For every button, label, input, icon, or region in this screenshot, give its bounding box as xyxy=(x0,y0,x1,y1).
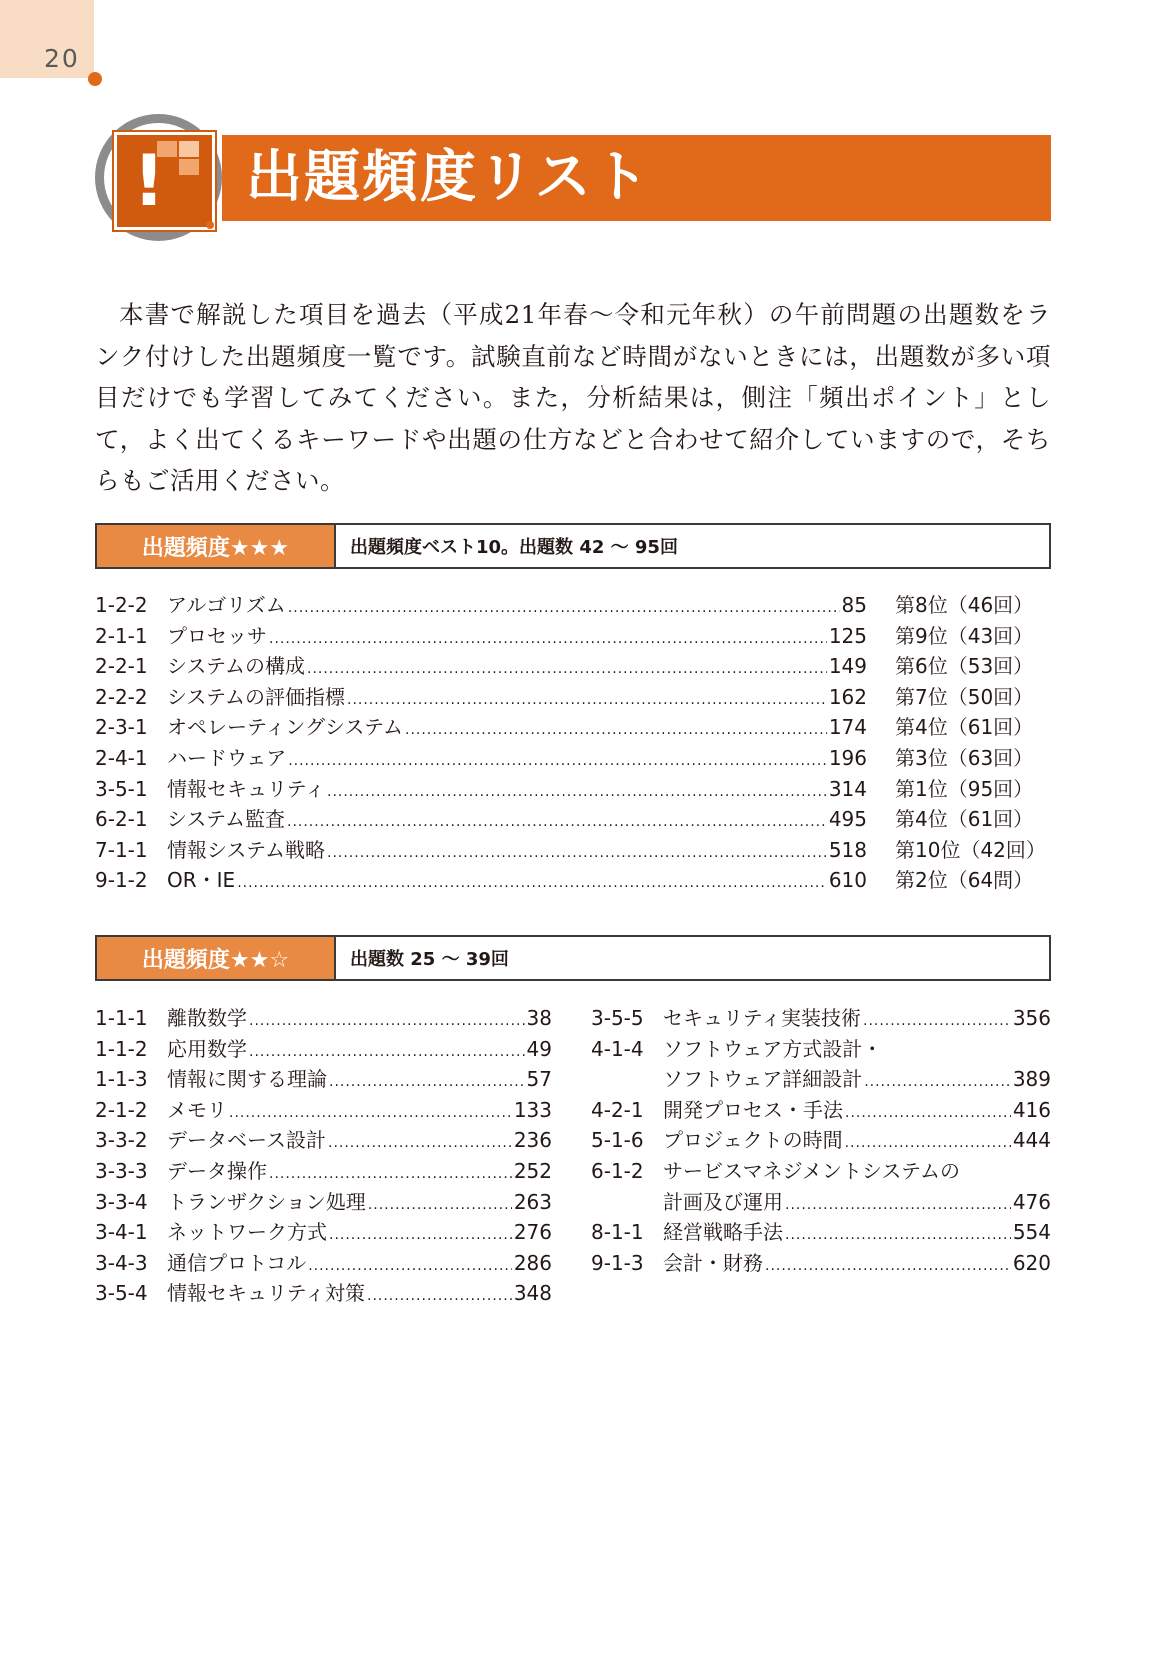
leader-dots xyxy=(307,661,827,677)
item-page: 495 xyxy=(828,807,867,832)
item-rank: 第1位（95回） xyxy=(895,776,1034,801)
section2-header xyxy=(95,935,1051,981)
page-title: 出題頻度リスト xyxy=(246,145,651,210)
leader-dots xyxy=(288,753,827,769)
item-page: 554 xyxy=(1012,1220,1051,1245)
item-name: 情報セキュリティ xyxy=(167,776,325,801)
section1-header xyxy=(95,523,1051,569)
leader-dots xyxy=(347,692,827,708)
item-code: 4-1-4 xyxy=(591,1036,644,1061)
list-item xyxy=(591,1094,1051,1125)
item-code: 2-1-1 xyxy=(95,623,148,648)
icon-square xyxy=(179,141,199,157)
list-item xyxy=(591,1247,1051,1278)
list-item xyxy=(591,1155,1051,1186)
item-name: 情報セキュリティ対策 xyxy=(167,1281,365,1306)
item-name: データ操作 xyxy=(167,1158,267,1183)
item-page: 444 xyxy=(1012,1128,1051,1153)
item-rank: 第4位（61回） xyxy=(895,807,1034,832)
item-code: 2-1-2 xyxy=(95,1097,148,1122)
item-page: 162 xyxy=(828,684,867,709)
leader-dots xyxy=(785,1197,1011,1213)
item-page: 236 xyxy=(513,1128,552,1153)
leader-dots xyxy=(327,845,827,861)
item-name: トランザクション処理 xyxy=(167,1189,366,1214)
item-code: 6-2-1 xyxy=(95,807,148,832)
list-item xyxy=(95,650,1045,681)
leader-dots xyxy=(845,1135,1011,1151)
section2-list-left xyxy=(95,1002,552,1308)
leader-dots xyxy=(368,1197,512,1213)
list-item xyxy=(95,620,1045,651)
item-page: 196 xyxy=(828,745,867,770)
section1-list xyxy=(95,589,1045,895)
list-item xyxy=(95,1002,552,1033)
leader-dots xyxy=(269,1166,512,1182)
item-page: 276 xyxy=(513,1220,552,1245)
list-item xyxy=(95,1155,552,1186)
leader-dots xyxy=(328,1135,512,1151)
list-item xyxy=(95,1063,552,1094)
item-page: 133 xyxy=(513,1097,552,1122)
item-name: プロジェクトの時間 xyxy=(663,1128,843,1153)
leader-dots xyxy=(765,1258,1011,1274)
list-item xyxy=(591,1002,1051,1033)
item-code: 2-4-1 xyxy=(95,745,148,770)
page-number: 20 xyxy=(44,44,80,73)
leader-dots xyxy=(269,631,827,647)
item-name: データベース設計 xyxy=(167,1128,326,1153)
item-rank: 第4位（61回） xyxy=(895,715,1034,740)
item-page: 314 xyxy=(828,776,867,801)
item-code: 3-4-1 xyxy=(95,1220,148,1245)
item-page: 356 xyxy=(1012,1006,1051,1030)
item-code: 8-1-1 xyxy=(591,1220,644,1245)
leader-dots xyxy=(864,1074,1011,1090)
leader-dots xyxy=(785,1227,1011,1243)
intro-paragraph: 本書で解説した項目を過去（平成21年春〜令和元年秋）の午前問題の出題数をランク付けした出題頻度一覧です。試験直前など時間がないときには，出題数が多い項目だけでも学習してみてください。また，分析結果は，側注「頻出ポイント」として，よく出てくるキーワードや出題の仕方などと合わせて紹介していますので，そちらもご活用ください。 xyxy=(95,300,1051,495)
leader-dots xyxy=(249,1013,525,1029)
list-item-continued xyxy=(591,1186,1051,1217)
item-code: 3-5-1 xyxy=(95,776,148,801)
list-item xyxy=(95,1124,552,1155)
item-page: 286 xyxy=(513,1250,552,1275)
item-name: 離散数学 xyxy=(167,1006,247,1030)
item-rank: 第3位（63回） xyxy=(895,745,1034,770)
item-name: 会計・財務 xyxy=(663,1250,763,1275)
item-code: 1-1-3 xyxy=(95,1067,148,1092)
title-corner-dot xyxy=(206,221,214,229)
item-rank: 第8位（46回） xyxy=(895,593,1034,617)
leader-dots xyxy=(287,814,827,830)
list-item xyxy=(95,1277,552,1308)
item-page: 389 xyxy=(1012,1067,1051,1092)
item-rank: 第2位（64問） xyxy=(895,868,1034,893)
leader-dots xyxy=(327,784,827,800)
list-item xyxy=(95,711,1045,742)
page-dot xyxy=(88,72,102,86)
item-name: システム監査 xyxy=(167,807,285,832)
item-name: ソフトウェア方式設計・ xyxy=(663,1036,883,1061)
item-rank: 第9位（43回） xyxy=(895,623,1034,648)
item-name: オペレーティングシステム xyxy=(167,715,403,740)
item-code: 5-1-6 xyxy=(591,1128,644,1153)
list-item xyxy=(95,589,1045,620)
list-item xyxy=(95,1247,552,1278)
item-page: 476 xyxy=(1012,1189,1051,1214)
item-page: 610 xyxy=(828,868,867,893)
item-code: 1-2-2 xyxy=(95,593,148,617)
leader-dots xyxy=(367,1288,512,1304)
list-item xyxy=(591,1216,1051,1247)
list-item xyxy=(591,1033,1051,1064)
item-page: 252 xyxy=(513,1158,552,1183)
section1-label: 出題頻度★★★ xyxy=(97,525,336,567)
item-name: 開発プロセス・手法 xyxy=(663,1097,843,1122)
item-name: サービスマネジメントシステムの xyxy=(663,1158,960,1183)
item-code: 9-1-2 xyxy=(95,868,148,893)
item-name: メモリ xyxy=(167,1097,227,1122)
item-page: 263 xyxy=(513,1189,552,1214)
list-item xyxy=(95,1033,552,1064)
item-name: 経営戦略手法 xyxy=(663,1220,783,1245)
item-page: 518 xyxy=(828,837,867,862)
item-page: 49 xyxy=(526,1036,552,1061)
item-code: 3-3-2 xyxy=(95,1128,148,1153)
item-page: 620 xyxy=(1012,1250,1051,1275)
section2-label: 出題頻度★★☆ xyxy=(97,937,336,979)
item-name: 情報システム戦略 xyxy=(167,837,325,862)
leader-dots xyxy=(329,1074,525,1090)
leader-dots xyxy=(229,1105,512,1121)
item-code: 6-1-2 xyxy=(591,1158,644,1183)
item-rank: 第7位（50回） xyxy=(895,684,1034,709)
item-code: 2-2-2 xyxy=(95,684,148,709)
item-code: 1-1-1 xyxy=(95,1006,148,1030)
item-code: 3-3-3 xyxy=(95,1158,148,1183)
list-item xyxy=(95,1186,552,1217)
item-page: 57 xyxy=(526,1067,552,1092)
leader-dots xyxy=(308,1258,512,1274)
item-code: 2-3-1 xyxy=(95,715,148,740)
leader-dots xyxy=(845,1105,1011,1121)
item-page: 85 xyxy=(841,593,867,617)
item-page: 174 xyxy=(828,715,867,740)
item-name: ネットワーク方式 xyxy=(167,1220,327,1245)
list-item xyxy=(591,1124,1051,1155)
icon-square xyxy=(179,159,199,175)
exclamation-icon xyxy=(114,132,215,230)
item-page: 149 xyxy=(828,654,867,679)
list-item xyxy=(95,773,1045,804)
item-name: アルゴリズム xyxy=(167,593,286,617)
section2-desc: 出題数 25 〜 39回 xyxy=(350,949,509,970)
item-name-continued: ソフトウェア詳細設計 xyxy=(663,1067,863,1092)
item-code: 3-4-3 xyxy=(95,1250,148,1275)
item-rank: 第6位（53回） xyxy=(895,654,1034,679)
item-name: 情報に関する理論 xyxy=(167,1067,327,1092)
item-code: 3-5-4 xyxy=(95,1281,148,1306)
list-item xyxy=(95,1216,552,1247)
item-code: 4-2-1 xyxy=(591,1097,644,1122)
item-name: セキュリティ実装技術 xyxy=(663,1006,861,1030)
leader-dots xyxy=(237,875,827,891)
leader-dots xyxy=(329,1227,512,1243)
item-name-continued: 計画及び運用 xyxy=(663,1189,783,1214)
item-name: OR・IE xyxy=(167,868,236,893)
item-rank: 第10位（42回） xyxy=(895,837,1046,862)
item-name: プロセッサ xyxy=(167,623,267,648)
item-code: 2-2-1 xyxy=(95,654,148,679)
list-item xyxy=(95,864,1045,895)
item-name: システムの評価指標 xyxy=(167,684,345,709)
item-name: 応用数学 xyxy=(167,1036,247,1061)
list-item xyxy=(95,834,1045,865)
leader-dots xyxy=(405,722,827,738)
item-name: 通信プロトコル xyxy=(167,1250,307,1275)
exclamation-mark: ! xyxy=(133,140,165,222)
list-item xyxy=(95,742,1045,773)
leader-dots xyxy=(249,1044,525,1060)
item-code: 1-1-2 xyxy=(95,1036,148,1061)
item-code: 3-5-5 xyxy=(591,1006,644,1030)
section1-desc: 出題頻度ベスト10。出題数 42 〜 95回 xyxy=(350,537,678,558)
list-item xyxy=(95,803,1045,834)
item-code: 7-1-1 xyxy=(95,837,148,862)
list-item xyxy=(95,681,1045,712)
item-name: システムの構成 xyxy=(167,654,305,679)
item-page: 125 xyxy=(828,623,867,648)
leader-dots xyxy=(288,600,840,616)
item-code: 9-1-3 xyxy=(591,1250,644,1275)
item-page: 348 xyxy=(513,1281,552,1306)
item-code: 3-3-4 xyxy=(95,1189,148,1214)
item-page: 416 xyxy=(1012,1097,1051,1122)
list-item-continued xyxy=(591,1063,1051,1094)
item-page: 38 xyxy=(526,1006,552,1030)
leader-dots xyxy=(863,1013,1011,1029)
list-item xyxy=(95,1094,552,1125)
section2-list-right xyxy=(591,1002,1051,1277)
item-name: ハードウェア xyxy=(167,745,287,770)
